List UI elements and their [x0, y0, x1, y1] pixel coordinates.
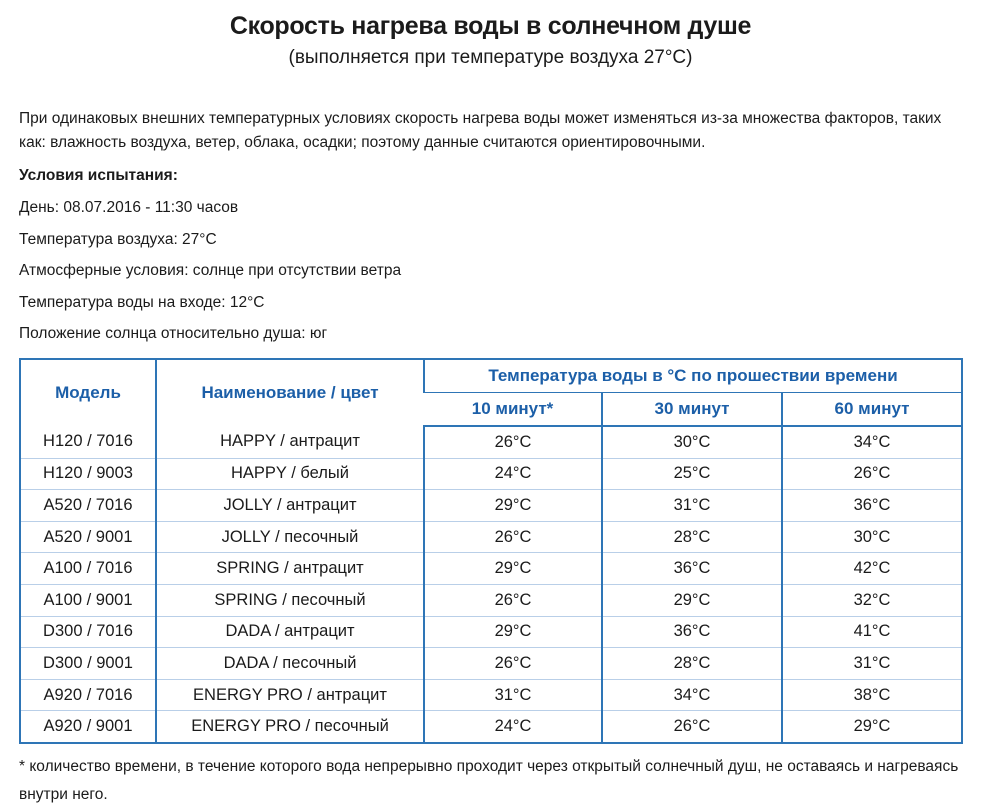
table-row	[20, 521, 962, 553]
condition-sun-position: Положение солнца относительно душа: юг	[19, 325, 328, 343]
cell-temp-60: 29°С	[782, 711, 962, 743]
cell-name: ENERGY PRO / антрацит	[156, 679, 424, 711]
cell-temp-10: 24°С	[424, 711, 602, 743]
condition-atmosphere: Атмосферные условия: солнце при отсутствии ветра	[19, 262, 402, 280]
column-header-model: Модель	[55, 383, 121, 403]
condition-air-temp: Температура воздуха: 27°С	[19, 230, 217, 248]
page-title: Скорость нагрева воды в солнечном душе	[229, 12, 752, 40]
column-header-60min: 60 минут	[782, 393, 962, 427]
condition-date: День: 08.07.2016 - 11:30 часов	[19, 199, 239, 217]
cell-temp-10: 26°С	[424, 521, 602, 553]
heating-speed-table	[19, 358, 963, 744]
cell-temp-30: 34°С	[602, 679, 782, 711]
cell-temp-60: 41°С	[782, 616, 962, 648]
intro-paragraph: При одинаковых внешних температурных условиях скорость нагрева воды может изменяться из-за множества факторов, таких как: влажность воздуха, ветер, облака, осадки; поэтому данные считаются ориентировочными.	[19, 110, 942, 152]
column-header-30min: 30 минут	[602, 393, 782, 427]
cell-model: H120 / 9003	[20, 458, 156, 490]
cell-name: DADA / песочный	[156, 648, 424, 680]
cell-name: DADA / антрацит	[156, 616, 424, 648]
table-row	[20, 553, 962, 585]
table-row	[20, 458, 962, 490]
header-row-group	[20, 359, 962, 393]
table-row	[20, 679, 962, 711]
cell-name: SPRING / антрацит	[156, 553, 424, 585]
cell-name: HAPPY / антрацит	[156, 426, 424, 458]
cell-temp-10: 31°С	[424, 679, 602, 711]
cell-temp-60: 38°С	[782, 679, 962, 711]
cell-temp-30: 29°С	[602, 585, 782, 617]
cell-temp-60: 30°С	[782, 521, 962, 553]
condition-inlet-water-temp: Температура воды на входе: 12°С	[19, 293, 265, 311]
cell-model: A520 / 7016	[20, 490, 156, 522]
cell-name: JOLLY / антрацит	[156, 490, 424, 522]
conditions-heading: Условия испытания:	[19, 167, 178, 185]
column-header-10min: 10 минут*	[424, 393, 602, 427]
cell-temp-10: 26°С	[424, 426, 602, 458]
cell-model: A920 / 7016	[20, 679, 156, 711]
cell-temp-30: 36°С	[602, 553, 782, 585]
cell-model: A920 / 9001	[20, 711, 156, 743]
table-body	[20, 426, 962, 743]
cell-temp-10: 24°С	[424, 458, 602, 490]
cell-temp-10: 29°С	[424, 616, 602, 648]
cell-temp-60: 26°С	[782, 458, 962, 490]
cell-temp-10: 29°С	[424, 490, 602, 522]
cell-temp-60: 42°С	[782, 553, 962, 585]
cell-temp-10: 26°С	[424, 648, 602, 680]
cell-model: A520 / 9001	[20, 521, 156, 553]
cell-temp-30: 25°С	[602, 458, 782, 490]
table-row	[20, 490, 962, 522]
page-subtitle: (выполняется при температуре воздуха 27°С)	[288, 47, 693, 68]
cell-temp-60: 31°С	[782, 648, 962, 680]
cell-temp-30: 30°С	[602, 426, 782, 458]
cell-temp-30: 26°С	[602, 711, 782, 743]
cell-model: H120 / 7016	[43, 432, 133, 451]
table-header	[20, 359, 962, 426]
cell-name: JOLLY / песочный	[156, 521, 424, 553]
cell-model: D300 / 9001	[20, 648, 156, 680]
table-row	[20, 648, 962, 680]
cell-temp-30: 28°С	[602, 648, 782, 680]
cell-name: ENERGY PRO / песочный	[156, 711, 424, 743]
cell-model: A100 / 9001	[20, 585, 156, 617]
cell-name: SPRING / песочный	[156, 585, 424, 617]
cell-model: A100 / 7016	[20, 553, 156, 585]
cell-temp-30: 28°С	[602, 521, 782, 553]
column-header-temp-group: Температура воды в °С по прошествии времени	[424, 359, 962, 393]
table-row	[20, 711, 962, 743]
table-row	[20, 426, 962, 458]
table-row	[20, 616, 962, 648]
table-row	[20, 585, 962, 617]
cell-temp-60: 34°С	[782, 426, 962, 458]
cell-temp-30: 31°С	[602, 490, 782, 522]
cell-temp-60: 32°С	[782, 585, 962, 617]
cell-temp-10: 26°С	[424, 585, 602, 617]
footnote: * количество времени, в течение которого вода непрерывно проходит через открытый солнечный душ, не оставаясь и нагреваясь внутри него.	[19, 757, 959, 803]
cell-temp-30: 36°С	[602, 616, 782, 648]
column-header-name-color: Наименование / цвет	[156, 359, 424, 426]
cell-name: HAPPY / белый	[156, 458, 424, 490]
cell-temp-10: 29°С	[424, 553, 602, 585]
cell-temp-60: 36°С	[782, 490, 962, 522]
cell-model: D300 / 7016	[20, 616, 156, 648]
